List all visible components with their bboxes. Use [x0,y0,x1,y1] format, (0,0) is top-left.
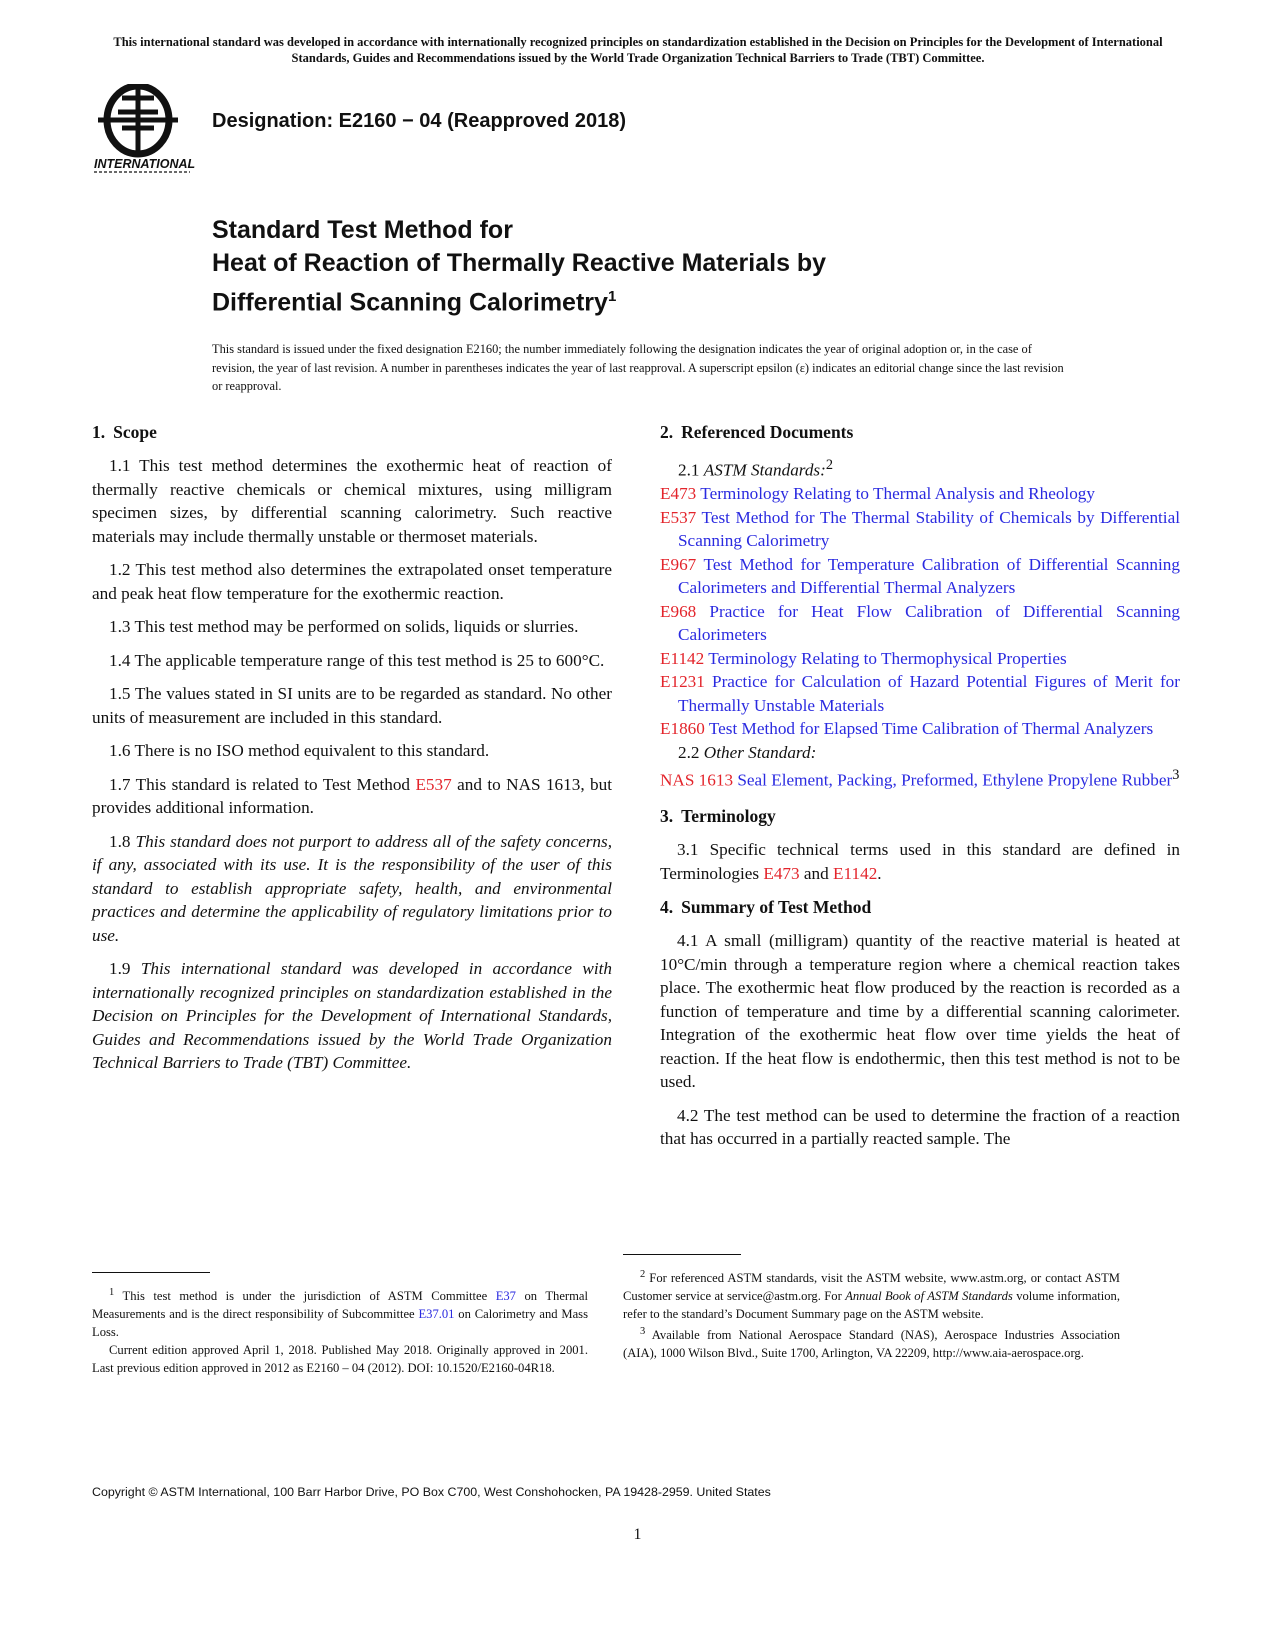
reference-list [660,454,1180,792]
footnote-ref: 2 [825,457,834,473]
footnote-3 [623,1323,1120,1362]
paragraph-1-2: 1.2 This test method also determines the extrapolated onset temperature and peak heat flow temperature for the exothermic reaction. [92,560,612,603]
footnote-marker: 2 [640,1269,646,1280]
paragraph-1-6: 1.6 There is no ISO method equivalent to this standard. [109,741,490,760]
issuance-statement: This standard is issued under the fixed designation E2160; the number immediately following the designation indicates the year of original adoption or, in the case of revision, the year of last revision. A number in parentheses indicates the year of last reapproval. A superscript epsilon (ε) indicates an editorial change since the last revision or reapproval. [212,342,1064,393]
section-title: Referenced Documents [681,422,854,442]
reference-code-link[interactable]: E1142 [660,648,705,668]
reference-item [660,482,1180,506]
reference-item [660,647,1180,671]
text: . [877,863,882,883]
wto-notice: This international standard was developed in accordance with internationally recognized principles on standardization established in the Decision on Principles for the Development of International Standards, Guides and Recommendations issued by the World Trade Organization Technical Barriers to Trade (TBT) Committee. [113,35,1163,65]
subsection-number: 2.1 [678,460,704,480]
section-heading-terminology [660,804,1180,828]
document-title [212,214,1212,319]
section-title: Scope [113,422,157,442]
title-line-2: Heat of Reaction of Thermally Reactive Materials by [212,249,827,277]
section-heading-referenced-documents [660,420,1180,444]
safety-caveat: This standard does not purport to address all of the safety concerns, if any, associated with its use. It is the responsibility of the user of this standard to establish appropriate safety, health, and environmental practices and determine the applicability of regulatory limitations prior to use. [92,831,613,945]
paragraph-1-3: 1.3 This test method may be performed on solids, liquids or slurries. [109,617,579,636]
reference-item [660,764,1180,792]
paragraph-1-9 [92,957,612,1075]
reference-code-link[interactable]: E473 [660,484,697,504]
reference-code-link[interactable]: E537 [660,507,697,527]
footnote-rule-right [623,1254,741,1255]
text: Available from National Aerospace Standard (NAS), Aerospace Industries Association (AIA), 1000 Wilson Blvd., Suite 1700, Arlington, VA 22209, http://www.aia-aerospace.org. [623,1328,1120,1361]
reference-title-link[interactable]: Terminology Relating to Thermal Analysis and Rheology [700,484,1095,504]
text: This test method is under the jurisdiction of ASTM Committee [114,1289,496,1304]
link-e37[interactable]: E37 [495,1289,516,1304]
footnotes-right [623,1266,1120,1362]
reference-item [660,506,1180,553]
footnote-1-edition: Current edition approved April 1, 2018. Published May 2018. Originally approved in 2001. Last previous edition approved in 2012 as E2160 – 04 (2012). DOI: 10.1520/E2160-04R18. [92,1343,588,1376]
link-e537[interactable]: E537 [415,774,452,794]
reference-code-link[interactable]: E1860 [660,719,705,739]
title-line-3-text: Differential Scanning Calorimetry [212,288,608,317]
paragraph-number: 1.8 [109,831,136,851]
paragraph-4-1: 4.1 A small (milligram) quantity of the reactive material is heated at 10°C/min through a temperature region where a chemical reaction takes place. The exothermic heat flow produced by the reaction is recorded as a function of temperature and time by a differential scanning calorimeter. Integration of the exothermic heat flow over time yields the heat of reaction. If the heat flow is endothermic, then this test method is not to be used. [660,931,1180,1092]
paragraph-4-2: 4.2 The test method can be used to determine the fraction of a reaction that has occurred in a partially reacted sample. The [660,1105,1180,1149]
section-number: 1. [92,422,106,442]
text: and to NAS 1613, but provides additional information. [92,774,613,817]
left-column [92,420,612,1085]
right-column [660,420,1180,1161]
subsection-title: ASTM Standards: [703,460,826,480]
text: on Calorimetry and Mass Loss. [92,1307,588,1340]
footnote-marker: 3 [640,1326,646,1338]
text: Annual Book of ASTM Standards [845,1289,1013,1304]
section-heading-scope [92,420,612,444]
section-number: 3. [660,806,674,827]
footnote-2 [623,1266,1120,1323]
reference-title-link[interactable]: Terminology Relating to Thermophysical Properties [708,648,1067,668]
title-line-3 [212,280,1212,319]
footnote-1 [92,1284,588,1341]
footnote-marker: 1 [109,1287,115,1298]
wto-caveat: This international standard was developed in accordance with internationally recognized principles on standardization established in the Decision on Principles for the Development of International Standards, Guides and Recommendations issued by the World Trade Organization Technical Barriers to Trade (TBT) Committee. [92,959,612,1072]
subsection-number: 2.2 [678,742,704,762]
reference-title-link[interactable]: Seal Element, Packing, Preformed, Ethylene Propylene Rubber [737,770,1173,790]
subsection-title: Other Standard: [703,742,817,762]
text: 3.1 Specific technical terms used in this standard are defined in Terminologies [660,840,1180,883]
paragraph-1-8 [92,830,612,948]
link-e473[interactable]: E473 [763,863,800,883]
reference-item [660,600,1180,647]
paragraph-1-7 [92,773,612,820]
title-line-1: Standard Test Method for [212,216,513,244]
text: 1.7 This standard is related to Test Method [109,774,416,794]
text: For referenced ASTM standards, visit the ASTM website, www.astm.org, or contact ASTM Customer service at service@astm.org. For [623,1271,1120,1304]
reference-title-link[interactable]: Test Method for The Thermal Stability of Chemicals by Differential Scanning Calorimetry [678,507,1180,551]
section-title: Summary of Test Method [681,897,872,918]
paragraph-number: 1.9 [109,959,141,978]
copyright: Copyright © ASTM International, 100 Barr Harbor Drive, PO Box C700, West Conshohocken, PA 19428-2959. United States [92,1485,771,1499]
reference-item [660,670,1180,717]
page-number: 1 [633,1526,642,1543]
section-number: 2. [660,422,674,442]
section-title: Terminology [681,806,776,827]
reference-title-link[interactable]: Test Method for Elapsed Time Calibration of Thermal Analyzers [708,719,1154,739]
text: on Thermal Measurements and is the direct responsibility of Subcommittee [92,1289,588,1322]
section-number: 4. [660,897,674,918]
astm-logo [92,84,200,176]
subsection-other-standard [660,741,1180,765]
footnote-rule-left [92,1272,210,1273]
reference-code-link[interactable]: NAS 1613 [660,770,734,790]
reference-code-link[interactable]: E968 [660,601,697,621]
link-e1142[interactable]: E1142 [833,863,878,883]
reference-title-link[interactable]: Practice for Heat Flow Calibration of Differential Scanning Calorimeters [678,601,1181,645]
reference-item [660,717,1180,741]
subsection-astm-standards [660,454,1180,482]
footnote-ref: 3 [1172,767,1180,784]
reference-title-link[interactable]: Test Method for Temperature Calibration of Differential Scanning Calorimeters and Differential Thermal Analyzers [678,554,1180,598]
text: and [799,863,834,883]
logo-wordmark: INTERNATIONAL [94,157,196,171]
text: volume information, refer to the standard’s Document Summary page on the ASTM website. [623,1289,1120,1322]
reference-item [660,553,1180,600]
paragraph-3-1 [660,838,1180,885]
section-heading-summary [660,895,1180,919]
astm-logo-icon [92,84,200,176]
link-e37-01[interactable]: E37.01 [418,1307,455,1322]
reference-code-link[interactable]: E967 [660,554,697,574]
footnotes-left [92,1284,588,1377]
paragraph-1-5: 1.5 The values stated in SI units are to be regarded as standard. No other units of measurement are included in this standard. [92,684,612,727]
reference-code-link[interactable]: E1231 [660,672,705,692]
designation: Designation: E2160 − 04 (Reapproved 2018) [212,110,627,132]
paragraph-1-4: 1.4 The applicable temperature range of this test method is 25 to 600°C. [109,650,605,670]
title-footnote-ref: 1 [607,288,617,305]
reference-title-link[interactable]: Practice for Calculation of Hazard Potential Figures of Merit for Thermally Unstable Materials [678,672,1181,715]
paragraph-1-1: 1.1 This test method determines the exothermic heat of reaction of thermally reactive chemicals or chemical mixtures, using milligram specimen sizes, by differential scanning calorimetry. Such reactive materials may include thermally unstable or thermoset materials. [92,456,612,546]
